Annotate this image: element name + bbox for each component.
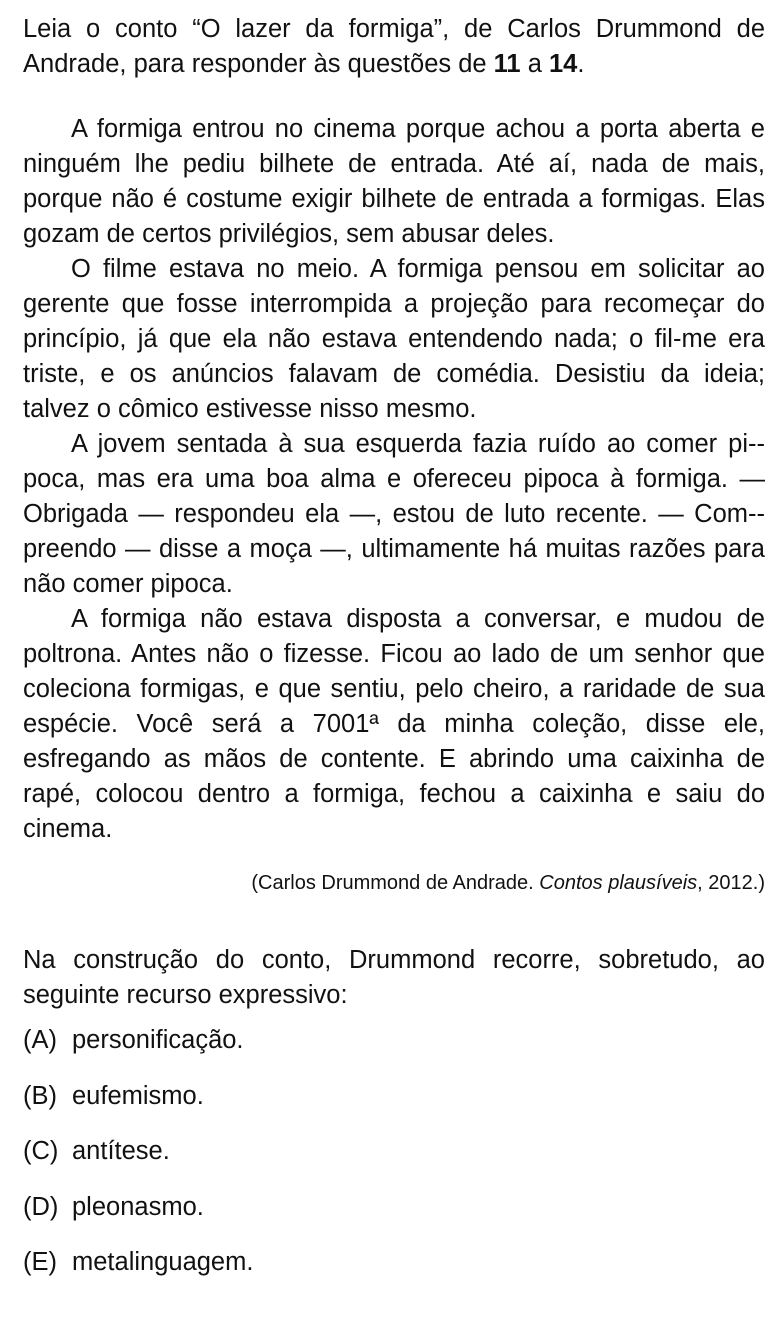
option-a[interactable] — [23, 1023, 765, 1058]
intro-text: Leia o conto “O lazer da formiga”, de Carlos Drummond de Andrade, para responder às questões de — [23, 15, 765, 78]
option-b[interactable] — [23, 1079, 765, 1114]
story-source-citation — [23, 869, 765, 897]
option-text: antítese. — [72, 1137, 170, 1165]
source-author: (Carlos Drummond de Andrade. — [251, 872, 540, 894]
option-text: metalinguagem. — [72, 1248, 254, 1276]
story-paragraph-1: A formiga entrou no cinema porque achou a porta aberta e ninguém lhe pediu bilhete de entrada. Até aí, nada de mais, porque não é costume exigir bilhete de entrada a formigas. Elas gozam de certos privilégios, sem abusar deles. — [23, 115, 765, 248]
source-book-title: Contos plausíveis — [539, 872, 698, 894]
story-paragraph-3: A jovem sentada à sua esquerda fazia ruído ao comer pi-poca, mas era uma boa alma e ofereceu pipoca à formiga. — Obrigada — respondeu ela —, estou de luto recente. — Com-preendo — disse a moça —, ultimamente há muitas razões para não comer pipoca. — [23, 430, 765, 598]
intro-period: . — [577, 50, 585, 78]
document-page — [23, 12, 765, 1301]
question-range-start: 11 — [493, 50, 521, 78]
option-letter: (A) — [23, 1026, 57, 1054]
option-letter: (B) — [23, 1081, 57, 1110]
intro-instruction — [23, 12, 765, 82]
story-paragraph-4: A formiga não estava disposta a conversar, e mudou de poltrona. Antes não o fizesse. Ficou ao lado de um senhor que coleciona formigas, e que sentiu, pelo cheiro, a raridade de sua espécie. Você será a 7001ª da minha coleção, disse ele, esfregando as mãos de contente. E abrindo uma caixinha de rapé, colocou dentro a formiga, fechou a caixinha e saiu do cinema. — [23, 605, 765, 843]
source-year: , 2012.) — [697, 872, 765, 894]
option-text: personificação. — [72, 1026, 244, 1054]
option-text: pleonasmo. — [72, 1192, 204, 1221]
option-e[interactable] — [23, 1245, 765, 1280]
option-c[interactable] — [23, 1134, 765, 1169]
option-text: eufemismo. — [72, 1081, 204, 1110]
option-letter: (E) — [23, 1248, 57, 1276]
option-letter: (D) — [23, 1192, 59, 1221]
answer-options — [23, 1023, 765, 1280]
question-stem: Na construção do conto, Drummond recorre, sobretudo, ao seguinte recurso expressivo: — [23, 946, 765, 1009]
option-letter: (C) — [23, 1137, 59, 1165]
question-range-end: 14 — [548, 50, 578, 78]
intro-connector: a — [520, 50, 549, 78]
story-text — [23, 112, 765, 847]
story-paragraph-2: O filme estava no meio. A formiga pensou em solicitar ao gerente que fosse interrompida a projeção para recomeçar do princípio, já que ela não estava entendendo nada; o fil-me era triste, e os anúncios falavam de comédia. Desistiu da ideia; talvez o cômico estivesse nisso mesmo. — [23, 255, 765, 423]
option-d[interactable] — [23, 1190, 765, 1225]
